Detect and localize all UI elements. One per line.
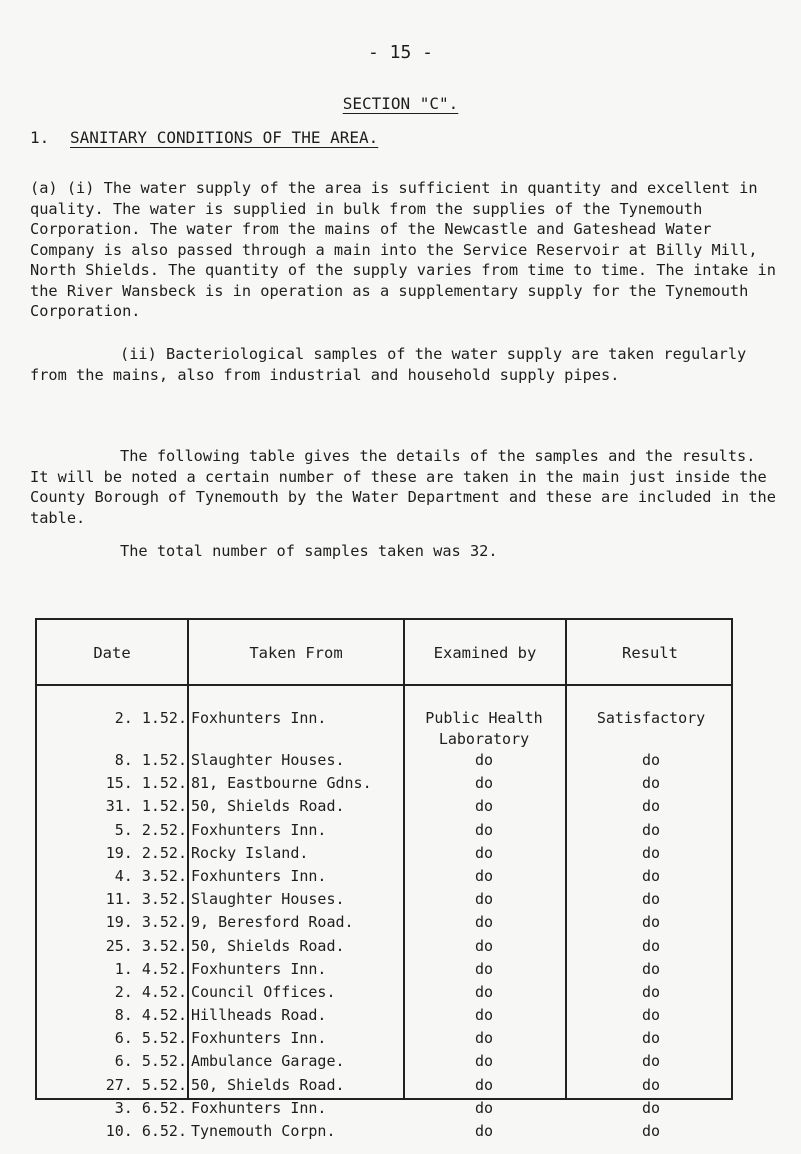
cell-taken-from: Hillheads Road. (191, 1006, 327, 1025)
cell-taken-from: Foxhunters Inn. (191, 709, 327, 727)
cell-examined-by: do (474, 913, 494, 932)
header-divider (37, 684, 731, 686)
cell-examined-by: do (474, 1006, 494, 1025)
cell-examined-by: do (474, 797, 494, 816)
cell-date: 5. 2.52. (114, 820, 187, 839)
cell-result: do (641, 1075, 661, 1094)
page-number: - 15 - (367, 42, 434, 63)
cell-date: 8. 4.52. (114, 1006, 187, 1025)
samples-table (35, 618, 733, 1140)
cell-result: do (641, 1006, 661, 1025)
cell-taken-from: 81, Eastbourne Gdns. (191, 774, 372, 793)
cell-taken-from: 50, Shields Road. (191, 936, 345, 955)
table-row (37, 959, 735, 982)
cell-examined-by: do (474, 751, 494, 769)
cell-examined-by: Public Health Laboratory (425, 709, 543, 748)
cell-taken-from: 50, Shields Road. (191, 1075, 345, 1094)
cell-result: do (641, 913, 661, 932)
cell-examined-by: do (474, 820, 494, 839)
cell-taken-from: Slaughter Houses. (191, 751, 345, 769)
cell-examined-by: do (474, 959, 494, 978)
table-row (37, 1051, 735, 1074)
table-row (37, 843, 735, 866)
header-examined-by: Examined by (433, 644, 537, 662)
cell-taken-from: 9, Beresford Road. (191, 913, 354, 932)
table-row (37, 866, 735, 889)
cell-result: do (641, 797, 661, 816)
header-result: Result (622, 644, 678, 662)
table-row (37, 1121, 735, 1144)
paragraph-bacteriological-samples: (ii) Bacteriological samples of the water supply are taken regularly from the mains, also from industrial and household supply pipes. (30, 345, 747, 384)
cell-result: do (641, 820, 661, 839)
cell-date: 25. 3.52. (105, 936, 187, 955)
cell-date: 31. 1.52. (105, 797, 187, 816)
cell-taken-from: Slaughter Houses. (191, 890, 345, 909)
cell-examined-by: do (474, 1098, 494, 1117)
cell-taken-from: Foxhunters Inn. (191, 820, 327, 839)
cell-examined-by: do (474, 982, 494, 1001)
cell-result: do (641, 1098, 661, 1117)
cell-taken-from: Foxhunters Inn. (191, 1029, 327, 1048)
cell-result: Satisfactory (596, 709, 706, 727)
cell-date: 3. 6.52. (114, 1098, 187, 1117)
cell-result: do (641, 1122, 661, 1140)
cell-date: 1. 4.52. (114, 959, 187, 978)
header-taken-from: Taken From (249, 644, 343, 662)
cell-taken-from: Foxhunters Inn. (191, 959, 327, 978)
cell-result: do (641, 1052, 661, 1071)
heading-text: SANITARY CONDITIONS OF THE AREA. (70, 128, 379, 147)
cell-taken-from: Foxhunters Inn. (191, 1098, 327, 1117)
cell-examined-by: do (474, 774, 494, 793)
cell-result: do (641, 843, 661, 862)
cell-date: 11. 3.52. (105, 890, 187, 909)
cell-examined-by: do (474, 843, 494, 862)
table-row (37, 796, 735, 819)
cell-taken-from: 50, Shields Road. (191, 797, 345, 816)
cell-examined-by: do (474, 1052, 494, 1071)
cell-examined-by: do (474, 1029, 494, 1048)
cell-taken-from: Tynemouth Corpn. (191, 1122, 336, 1140)
section-title (0, 94, 801, 113)
cell-date: 10. 6.52. (105, 1122, 187, 1140)
cell-date: 6. 5.52. (114, 1052, 187, 1071)
cell-result: do (641, 751, 661, 769)
cell-date: 27. 5.52. (105, 1075, 187, 1094)
cell-examined-by: do (474, 1122, 494, 1140)
table-row (37, 936, 735, 959)
cell-taken-from: Rocky Island. (191, 843, 309, 862)
table-row (37, 982, 735, 1005)
paragraph-total-samples: The total number of samples taken was 32. (120, 542, 498, 560)
cell-examined-by: do (474, 936, 494, 955)
heading-number: 1. (30, 128, 50, 147)
table-row (37, 1075, 735, 1098)
header-date: Date (93, 644, 131, 662)
cell-date: 19. 2.52. (105, 843, 187, 862)
cell-taken-from: Foxhunters Inn. (191, 866, 327, 885)
cell-result: do (641, 866, 661, 885)
table-row (37, 820, 735, 843)
cell-date: 2. 4.52. (114, 982, 187, 1001)
cell-examined-by: do (474, 890, 494, 909)
paragraph-table-intro: The following table gives the details of the samples and the results. It will be noted a certain number of these are taken in the main just inside the County Borough of Tynemouth by the Water Department and these are included in the table. (30, 447, 776, 527)
paragraph-water-supply: (a) (i) The water supply of the area is sufficient in quantity and excellent in quality. The water is supplied in bulk from the supplies of the Tynemouth Corporation. The water from the mains of the Newcastle and Gateshead Water Company is also passed through a main into the Service Reservoir at Billy Mill, North Shields. The quantity of the supply varies from time to time. The intake in the River Wansbeck is in operation as a supplementary supply for the Tynemouth Corporation. (30, 179, 776, 320)
cell-result: do (641, 982, 661, 1001)
cell-date: 15. 1.52. (105, 774, 187, 793)
table-row (37, 1005, 735, 1028)
section-title-text: SECTION "C". (342, 94, 459, 113)
cell-result: do (641, 959, 661, 978)
table-body (37, 708, 735, 1144)
cell-result: do (641, 774, 661, 793)
cell-taken-from: Ambulance Garage. (191, 1052, 345, 1071)
cell-date: 19. 3.52. (105, 913, 187, 932)
table-row (37, 708, 735, 750)
table-row (37, 773, 735, 796)
section-heading (30, 128, 378, 147)
cell-result: do (641, 1029, 661, 1048)
table-row (37, 912, 735, 935)
table-row (37, 1028, 735, 1051)
cell-date: 8. 1.52. (114, 751, 187, 769)
cell-examined-by: do (474, 1075, 494, 1094)
cell-examined-by: do (474, 866, 494, 885)
cell-date: 6. 5.52. (114, 1029, 187, 1048)
cell-result: do (641, 936, 661, 955)
cell-date: 2. 1.52. (114, 709, 187, 727)
table-row (37, 889, 735, 912)
table-row (37, 750, 735, 773)
table-row (37, 1098, 735, 1121)
cell-result: do (641, 890, 661, 909)
cell-date: 4. 3.52. (114, 866, 187, 885)
cell-taken-from: Council Offices. (191, 982, 336, 1001)
